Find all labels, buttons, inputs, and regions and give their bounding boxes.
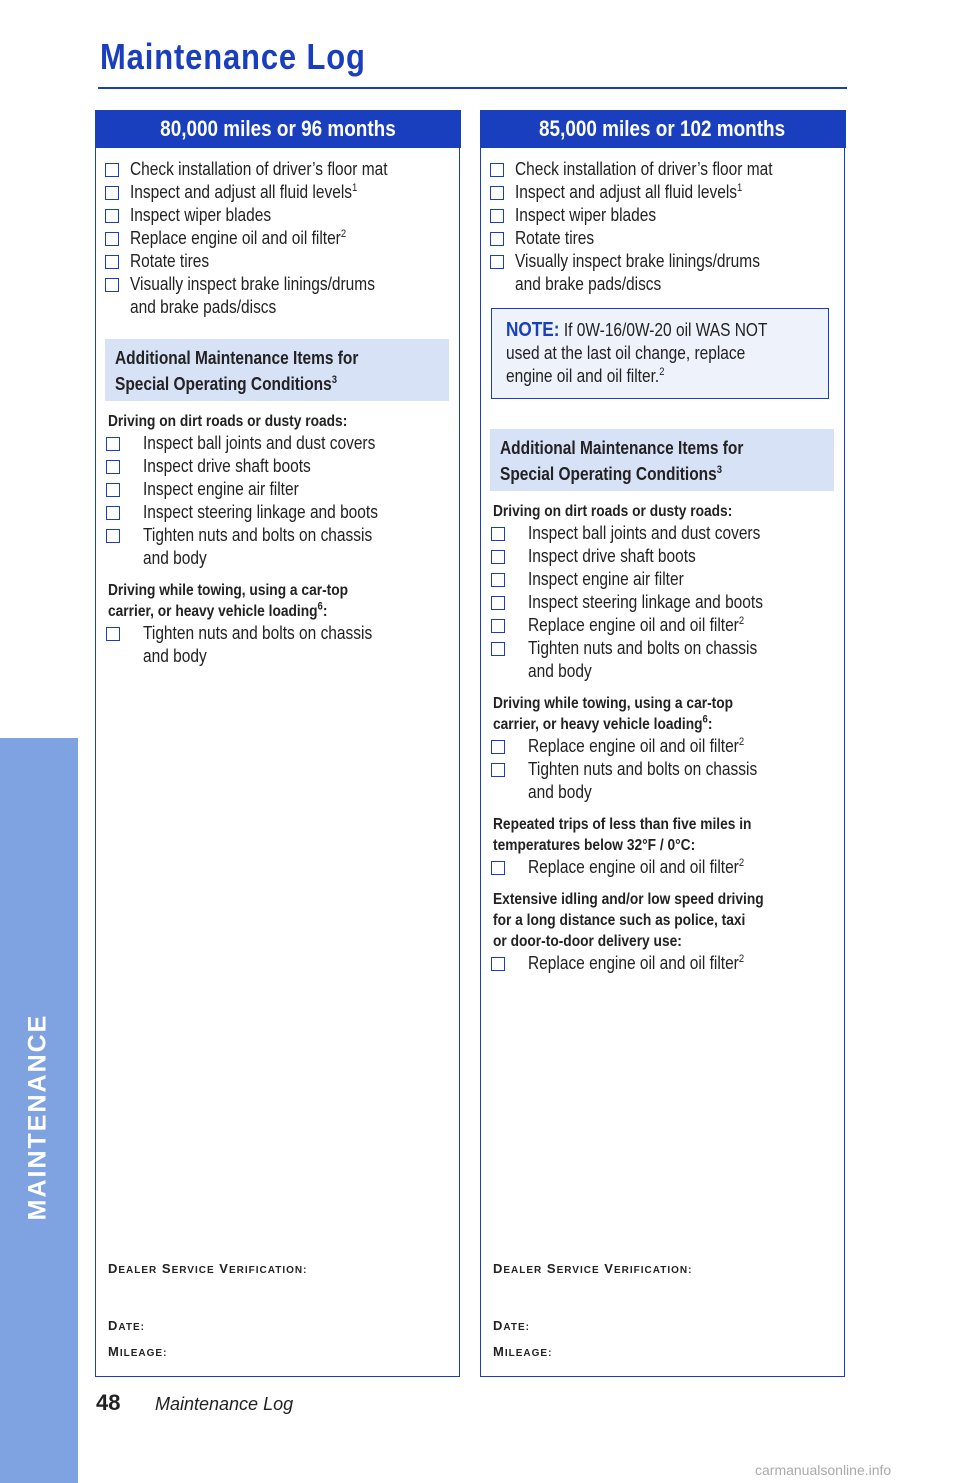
- checkbox[interactable]: [106, 460, 120, 474]
- checklist-item: Replace engine oil and oil filter$^2$: [488, 614, 844, 637]
- page-title: Maintenance Log: [100, 36, 366, 77]
- checkbox[interactable]: [106, 483, 120, 497]
- checklist-item: Inspect engine air filter: [103, 478, 459, 501]
- checkbox[interactable]: [105, 278, 119, 292]
- checklist-item: Inspect engine air filter: [488, 568, 844, 591]
- checklist-item: Inspect drive shaft boots: [488, 545, 844, 568]
- checklist-item: Tighten nuts and bolts on chassis and body: [103, 524, 459, 570]
- checklist-item: Replace engine oil and oil filter$^2$: [488, 856, 844, 879]
- checklist-item: Check installation of driver’s floor mat: [488, 158, 844, 181]
- checklist-item: Inspect steering linkage and boots: [103, 501, 459, 524]
- dealer-verification-label: DEALER SERVICE VERIFICATION:: [493, 1261, 693, 1276]
- checklist-item: Visually inspect brake linings/drums and brake pads/discs: [103, 273, 459, 319]
- checkbox[interactable]: [105, 186, 119, 200]
- checkbox[interactable]: [491, 573, 505, 587]
- special-conditions-header: Additional Maintenance Items for Special Operating Conditions$^3$: [490, 429, 834, 491]
- checklist-item: Inspect steering linkage and boots: [488, 591, 844, 614]
- checklist-item: Rotate tires: [488, 227, 844, 250]
- checkbox[interactable]: [106, 437, 120, 451]
- condition-heading: Driving on dirt roads or dusty roads:: [108, 412, 348, 430]
- condition-checklist: [481, 735, 844, 804]
- checklist-item: Tighten nuts and bolts on chassis and body: [488, 758, 844, 804]
- checklist-item: Inspect wiper blades: [103, 204, 459, 227]
- checkbox[interactable]: [105, 209, 119, 223]
- checklist-item: Inspect and adjust all fluid levels$^1$: [103, 181, 459, 204]
- checklist-item: Tighten nuts and bolts on chassis and body: [103, 622, 459, 668]
- page-number: 48: [96, 1390, 121, 1415]
- interval-80000-column: [95, 110, 460, 1377]
- checkbox[interactable]: [490, 186, 504, 200]
- checkbox[interactable]: [491, 550, 505, 564]
- checkbox[interactable]: [106, 506, 120, 520]
- checklist-item: Inspect wiper blades: [488, 204, 844, 227]
- checklist-item: Check installation of driver’s floor mat: [103, 158, 459, 181]
- footer-title: Maintenance Log: [155, 1394, 294, 1414]
- condition-checklist: [96, 432, 459, 570]
- watermark: carmanualsonline.info: [755, 1462, 892, 1478]
- checklist-item: Inspect ball joints and dust covers: [488, 522, 844, 545]
- column-header: 80,000 miles or 96 months: [95, 110, 461, 148]
- checkbox[interactable]: [491, 596, 505, 610]
- condition-checklist: [481, 952, 844, 975]
- title-divider: [98, 87, 847, 89]
- interval-85000-column: [480, 110, 845, 1377]
- dealer-verification-label: DEALER SERVICE VERIFICATION:: [108, 1261, 308, 1276]
- column-header: 85,000 miles or 102 months: [480, 110, 846, 148]
- special-conditions-header: Additional Maintenance Items for Special Operating Conditions$^3$: [105, 339, 449, 401]
- checklist-item: Replace engine oil and oil filter$^2$: [103, 227, 459, 250]
- side-tab-label: MAINTENANCE: [23, 1013, 52, 1221]
- main-checklist: [96, 148, 459, 319]
- note-box: NOTE: If 0W-16/0W-20 oil WAS NOT used at the last oil change, replace engine oil and oil filter.$^2$: [491, 308, 829, 399]
- checkbox[interactable]: [490, 209, 504, 223]
- checkbox[interactable]: [491, 861, 505, 875]
- condition-heading: Repeated trips of less than five miles in temperatures below 32°F / 0°C:: [493, 815, 752, 854]
- checklist-item: Inspect and adjust all fluid levels$^1$: [488, 181, 844, 204]
- checkbox[interactable]: [105, 232, 119, 246]
- condition-heading: Driving while towing, using a car-top carrier, or heavy vehicle loading$^6$:: [108, 581, 349, 620]
- date-label: DATE:: [493, 1318, 530, 1333]
- checkbox[interactable]: [491, 642, 505, 656]
- checkbox[interactable]: [106, 627, 120, 641]
- checkbox[interactable]: [491, 619, 505, 633]
- checklist-item: Tighten nuts and bolts on chassis and body: [488, 637, 844, 683]
- checkbox[interactable]: [106, 529, 120, 543]
- checklist-item: Rotate tires: [103, 250, 459, 273]
- main-checklist: [481, 148, 844, 296]
- checkbox[interactable]: [491, 763, 505, 777]
- checkbox[interactable]: [490, 163, 504, 177]
- condition-checklist: [96, 622, 459, 668]
- condition-checklist: [481, 522, 844, 683]
- mileage-label: MILEAGE:: [493, 1344, 553, 1359]
- checkbox[interactable]: [490, 255, 504, 269]
- checklist-item: Replace engine oil and oil filter$^2$: [488, 952, 844, 975]
- checkbox[interactable]: [105, 163, 119, 177]
- condition-heading: Driving while towing, using a car-top carrier, or heavy vehicle loading$^6$:: [493, 694, 734, 733]
- condition-heading: Driving on dirt roads or dusty roads:: [493, 502, 733, 520]
- checklist-item: Inspect drive shaft boots: [103, 455, 459, 478]
- checkbox[interactable]: [491, 740, 505, 754]
- date-label: DATE:: [108, 1318, 145, 1333]
- checklist-item: Visually inspect brake linings/drums and brake pads/discs: [488, 250, 844, 296]
- checkbox[interactable]: [105, 255, 119, 269]
- condition-checklist: [481, 856, 844, 879]
- checklist-item: Replace engine oil and oil filter$^2$: [488, 735, 844, 758]
- checkbox[interactable]: [490, 232, 504, 246]
- mileage-label: MILEAGE:: [108, 1344, 168, 1359]
- condition-heading: Extensive idling and/or low speed driving for a long distance such as police, taxi or door-to-door delivery use:: [493, 890, 764, 950]
- checklist-item: Inspect ball joints and dust covers: [103, 432, 459, 455]
- checkbox[interactable]: [491, 527, 505, 541]
- checkbox[interactable]: [491, 957, 505, 971]
